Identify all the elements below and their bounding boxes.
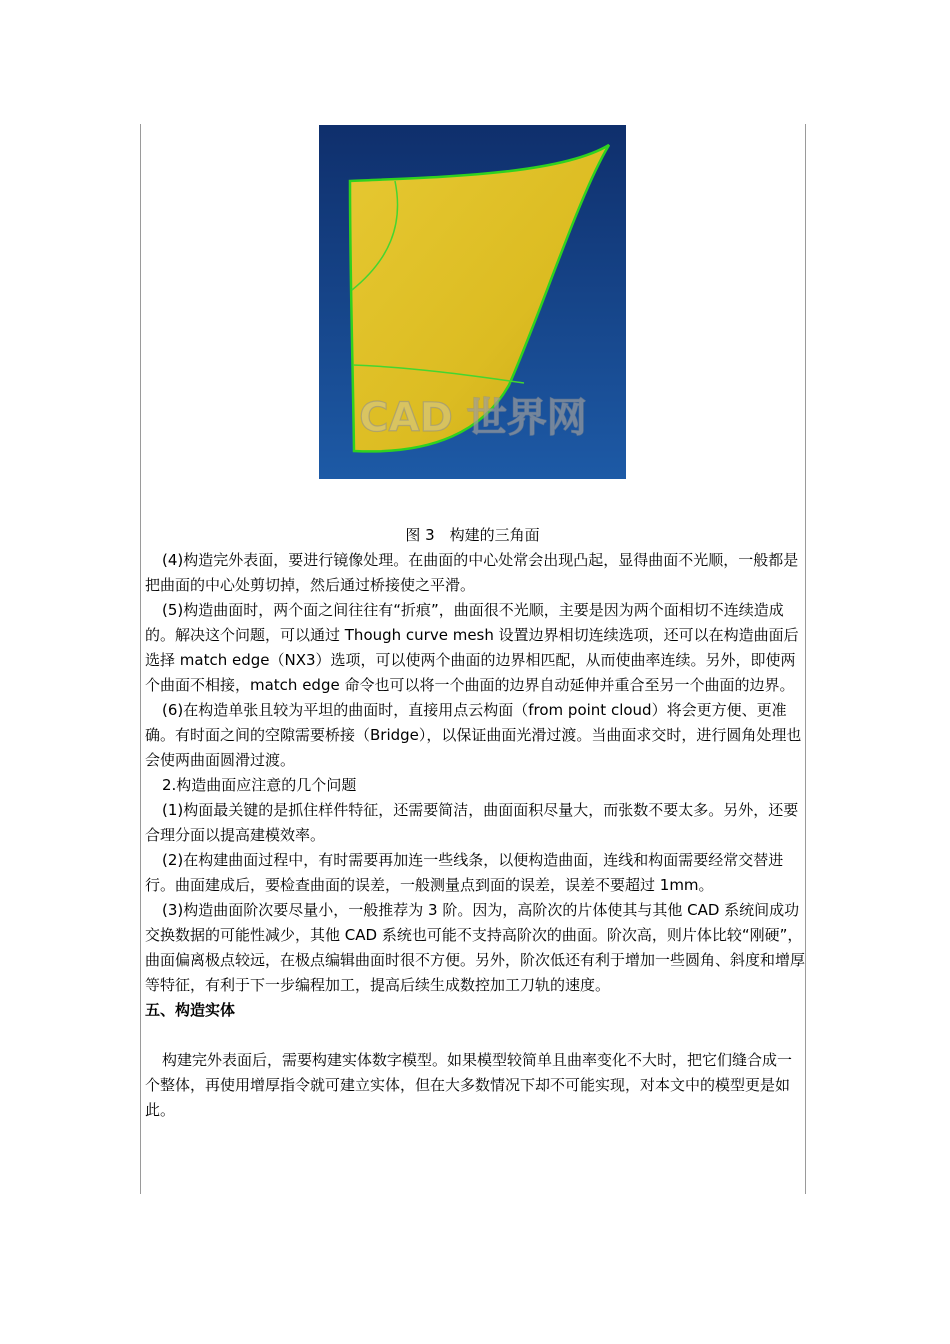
paragraph-item-6: (6)在构造单张且较为平坦的曲面时，直接用点云构面（from point cloud）将会更方便、更准确。有时面之间的空隙需要桥接（Bridge），以保证曲面光滑过渡。当曲面求交时，进行圆角处理也会使两曲面圆滑过渡。: [145, 701, 802, 769]
paragraph-item-5: (5)构造曲面时，两个面之间往往有“折痕”，曲面很不光顺，主要是因为两个面相切不连续造成的。解决这个问题，可以通过 Though curve mesh 设置边界相切连续选项，还可以在构造曲面后选择 match edge（NX3）选项，可以使两个曲面的边界相匹配，从而使曲率连续。另外，即使两个曲面不相接，match edge 命令也可以将一个曲面的边界自动延伸并重合至另一个曲面的边界。: [145, 601, 799, 694]
section-paragraph: 构建完外表面后，需要构建实体数字模型。如果模型较简单且曲率变化不大时，把它们缝合成一个整体，再使用增厚指令就可建立实体，但在大多数情况下却不可能实现，对本文中的模型更是如此。: [145, 1051, 793, 1119]
figure-3-image: [319, 125, 626, 479]
article-body: [145, 548, 805, 1123]
subsection-title: 2.构造曲面应注意的几个问题: [162, 776, 357, 794]
watermark: CAD 世界网: [359, 395, 587, 441]
section-heading: 五、构造实体: [145, 1001, 236, 1019]
paragraph-issue-2: (2)在构建曲面过程中，有时需要再加连一些线条，以便构造曲面，连线和构面需要经常交替进行。曲面建成后，要检查曲面的误差，一般测量点到面的误差，误差不要超过 1mm。: [145, 851, 784, 894]
page-frame-right-border: [805, 124, 806, 1194]
paragraph-item-4: (4)构造完外表面，要进行镜像处理。在曲面的中心处常会出现凸起，显得曲面不光顺，一般都是把曲面的中心处剪切掉，然后通过桥接使之平滑。: [145, 551, 799, 594]
triangular-surface-render: [319, 125, 626, 479]
paragraph-issue-1: (1)构面最关键的是抓住样件特征，还需要简洁，曲面面积尽量大，而张数不要太多。另外，还要合理分面以提高建模效率。: [145, 801, 799, 844]
paragraph-issue-3: (3)构造曲面阶次要尽量小，一般推荐为 3 阶。因为，高阶次的片体使其与其他 CAD 系统间成功交换数据的可能性减少，其他 CAD 系统也可能不支持高阶次的曲面。阶次高，则片体比较“刚硬”，曲面偏离极点较远，在极点编辑曲面时很不方便。另外，阶次低还有利于增加一些圆角、斜度和增厚等特征，有利于下一步编程加工，提高后续生成数控加工刀轨的速度。: [145, 901, 806, 994]
section-spacer: [145, 1023, 805, 1048]
figure-caption: 图 3 构建的三角面: [405, 526, 540, 544]
page-frame-left-border: [140, 124, 141, 1194]
